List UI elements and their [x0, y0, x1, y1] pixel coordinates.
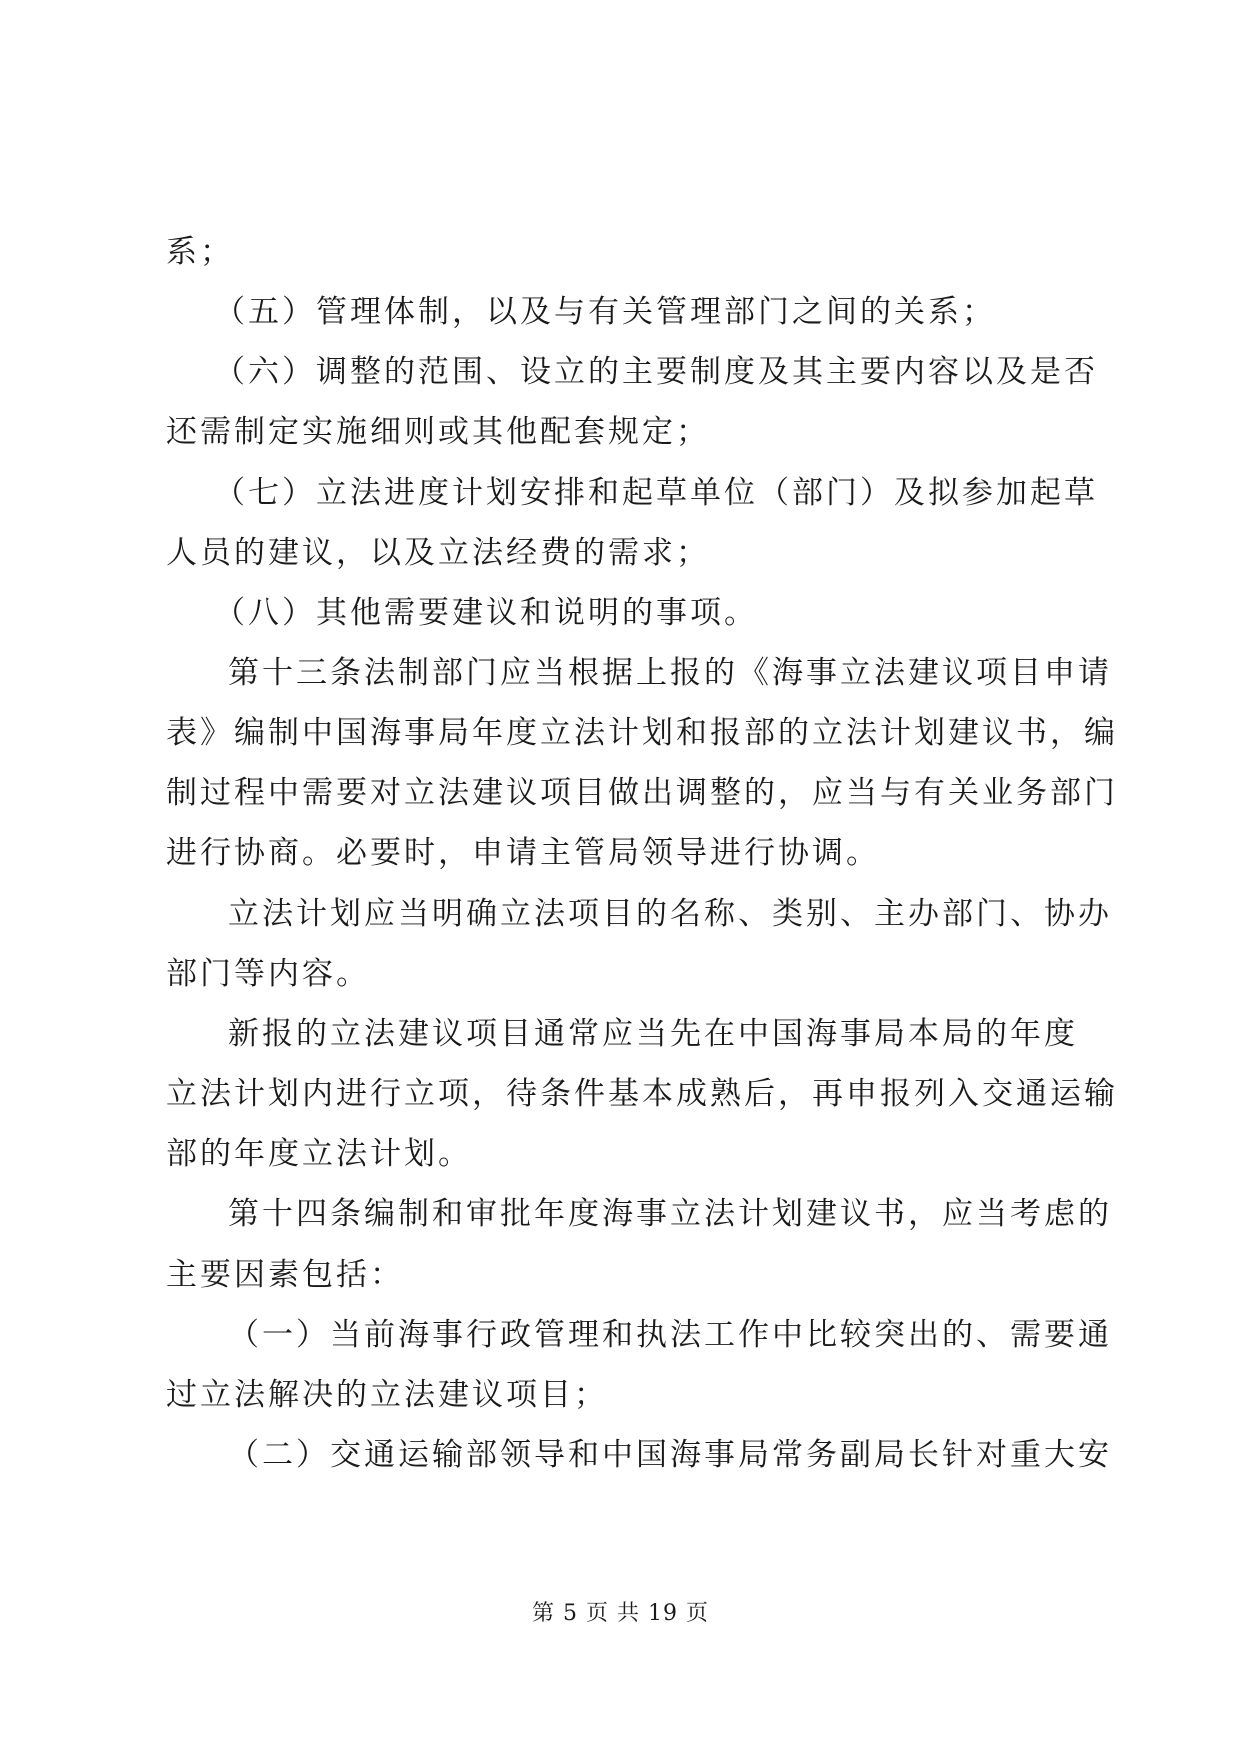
text-line: 还需制定实施细则或其他配套规定；: [166, 414, 710, 450]
text-line: 第十四条编制和审批年度海事立法计划建议书，应当考虑的: [228, 1196, 1112, 1232]
text-line: （五）管理体制，以及与有关管理部门之间的关系；: [214, 294, 996, 330]
text-line: 制过程中需要对立法建议项目做出调整的，应当与有关业务部门: [166, 775, 1118, 811]
text-line: 新报的立法建议项目通常应当先在中国海事局本局的年度: [228, 1016, 1078, 1052]
text-line: 主要因素包括：: [166, 1257, 404, 1293]
text-line: 立法计划应当明确立法项目的名称、类别、主办部门、协办: [228, 896, 1112, 932]
text-line: （一）当前海事行政管理和执法工作中比较突出的、需要通: [228, 1317, 1112, 1353]
text-line: （六）调整的范围、设立的主要制度及其主要内容以及是否: [214, 354, 1098, 390]
text-line: 立法计划内进行立项，待条件基本成熟后，再申报列入交通运输: [166, 1076, 1118, 1112]
text-line: 过立法解决的立法建议项目；: [166, 1377, 608, 1413]
page-footer: 第 5 页 共 19 页: [532, 1601, 709, 1626]
text-line: 人员的建议，以及立法经费的需求；: [166, 535, 710, 571]
text-line: 表》编制中国海事局年度立法计划和报部的立法计划建议书，编: [166, 715, 1118, 751]
text-line: 系；: [166, 234, 234, 270]
text-line: （八）其他需要建议和说明的事项。: [214, 595, 758, 631]
text-line: 第十三条法制部门应当根据上报的《海事立法建议项目申请: [228, 655, 1112, 691]
text-line: （七）立法进度计划安排和起草单位（部门）及拟参加起草: [214, 475, 1098, 511]
text-line: 部的年度立法计划。: [166, 1136, 472, 1172]
text-line: 进行协商。必要时，申请主管局领导进行协调。: [166, 835, 880, 871]
text-line: 部门等内容。: [166, 956, 370, 992]
text-line: （二）交通运输部领导和中国海事局常务副局长针对重大安: [228, 1437, 1112, 1473]
